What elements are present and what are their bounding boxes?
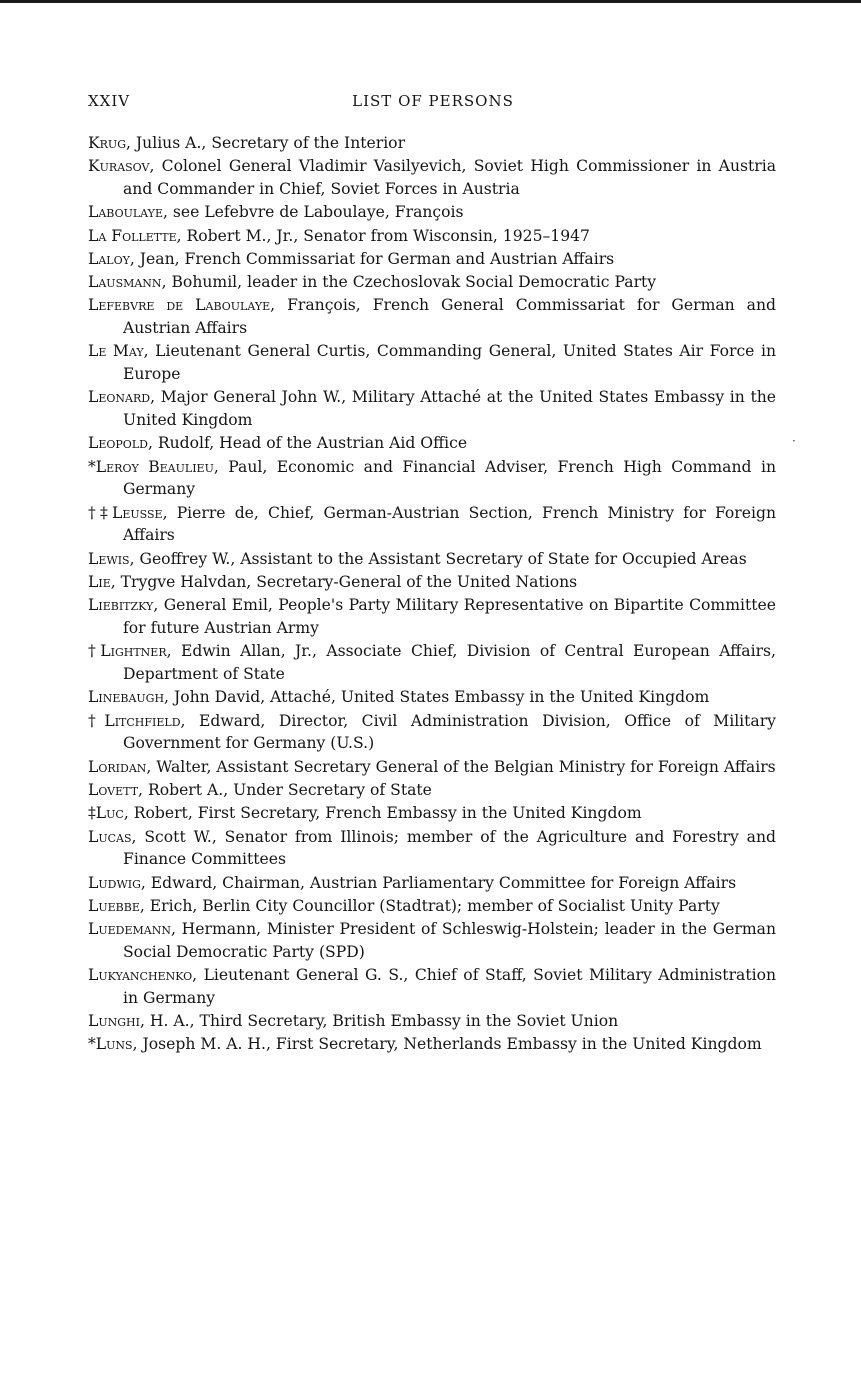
person-description: , Edwin Allan, Jr., Associate Chief, Division of Central European Affairs, Department of State xyxy=(123,642,776,684)
person-surname: Lucas xyxy=(88,827,132,846)
person-entry xyxy=(88,895,776,918)
person-entry xyxy=(88,686,776,709)
person-description: , Edward, Director, Civil Administration Division, Office of Military Government for Germany (U.S.) xyxy=(123,711,776,753)
person-entry xyxy=(88,225,776,248)
scan-speck-mark: · xyxy=(792,434,796,448)
person-entry xyxy=(88,964,776,1009)
person-description: , Lieutenant General G. S., Chief of Staff, Soviet Military Administration in Germany xyxy=(123,966,776,1007)
person-surname: Loridan xyxy=(88,757,147,776)
person-entry xyxy=(88,710,776,755)
person-description: , Erich, Berlin City Councillor (Stadtrat); member of Socialist Unity Party xyxy=(139,896,720,915)
person-entry xyxy=(88,132,776,155)
person-description: , Scott W., Senator from Illinois; member of the Agriculture and Forestry and Finance Committees xyxy=(123,827,776,869)
footnote-mark: * xyxy=(88,457,96,476)
person-description: , Hermann, Minister President of Schleswig-Holstein; leader in the German Social Democratic Party (SPD) xyxy=(123,920,776,961)
running-header xyxy=(88,92,778,112)
person-description: , Robert M., Jr., Senator from Wisconsin, 1925–1947 xyxy=(176,226,590,245)
person-description: , Geoffrey W., Assistant to the Assistant Secretary of State for Occupied Areas xyxy=(129,549,747,568)
person-entry xyxy=(88,456,776,501)
person-description: , Pierre de, Chief, German-Austrian Section, French Ministry for Foreign Affairs xyxy=(123,503,777,545)
person-description: , Julius A., Secretary of the Interior xyxy=(126,134,406,152)
person-surname: Leroy Beaulieu xyxy=(95,457,214,476)
person-surname: Lefebvre de Laboulaye xyxy=(88,296,271,315)
person-entry xyxy=(88,248,776,271)
footnote-mark: ‡ xyxy=(88,804,96,823)
person-surname: Leonard xyxy=(88,388,151,407)
person-description: , Bohumil, leader in the Czechoslovak Social Democratic Party xyxy=(161,273,657,292)
person-entry xyxy=(88,340,776,385)
person-description: , Trygve Halvdan, Secretary-General of the United Nations xyxy=(110,573,578,592)
person-description: , Edward, Chairman, Austrian Parliamentary Committee for Foreign Affairs xyxy=(140,873,737,892)
person-entry xyxy=(88,1033,776,1056)
person-surname: Liebitzky xyxy=(88,596,154,615)
person-surname: Kurasov xyxy=(88,157,150,176)
person-entry xyxy=(88,432,776,455)
person-description: , see Lefebvre de Laboulaye, François xyxy=(162,203,464,222)
person-surname: La Follette xyxy=(88,226,177,245)
person-surname: Litchfield xyxy=(104,711,181,730)
person-description: , François, French General Commissariat for German and Austrian Affairs xyxy=(123,296,776,338)
person-surname: Linebaugh xyxy=(88,688,165,707)
person-description: , Robert, First Secretary, French Embassy in the United Kingdom xyxy=(123,804,642,823)
person-surname: Lightner xyxy=(100,642,167,661)
person-description: , Joseph M. A. H., First Secretary, Netherlands Embassy in the United Kingdom xyxy=(132,1035,762,1054)
person-surname: Lewis xyxy=(88,549,130,568)
person-entry xyxy=(88,918,776,963)
footnote-mark: † xyxy=(88,711,105,730)
person-entry xyxy=(88,548,776,571)
person-surname: Leopold xyxy=(88,434,148,453)
footnote-mark: †‡ xyxy=(88,503,112,522)
person-surname: Ludwig xyxy=(88,873,141,892)
person-surname: Lie xyxy=(88,573,111,592)
person-entry xyxy=(88,594,776,639)
person-description: , Major General John W., Military Attaché at the United States Embassy in the United Kingdom xyxy=(123,388,776,430)
person-entry xyxy=(88,802,776,825)
footnote-mark: * xyxy=(88,1035,96,1054)
person-surname: Luns xyxy=(95,1035,133,1054)
person-entry xyxy=(88,756,776,779)
person-surname: Luebbe xyxy=(88,896,140,915)
person-description: , Robert A., Under Secretary of State xyxy=(138,780,432,799)
page-top-edge xyxy=(0,0,861,3)
person-entry xyxy=(88,386,776,431)
person-description: , Walter, Assistant Secretary General of the Belgian Ministry for Foreign Affairs xyxy=(146,757,776,776)
persons-list xyxy=(88,132,776,1057)
person-surname: Luedemann xyxy=(88,920,171,939)
person-surname: Lausmann xyxy=(88,273,162,292)
person-entry xyxy=(88,779,776,802)
person-entry xyxy=(88,571,776,594)
person-surname: Lunghi xyxy=(88,1012,140,1031)
person-entry xyxy=(88,502,776,547)
person-surname: Laloy xyxy=(88,249,130,268)
person-surname: Le May xyxy=(88,342,144,361)
person-entry xyxy=(88,271,776,294)
running-title: LIST OF PERSONS xyxy=(352,92,514,110)
footnote-mark: † xyxy=(88,642,101,661)
person-description: , Jean, French Commissariat for German and Austrian Affairs xyxy=(129,249,615,268)
person-description: , Lieutenant General Curtis, Commanding General, United States Air Force in Europe xyxy=(123,342,776,384)
person-description: , Rudolf, Head of the Austrian Aid Office xyxy=(147,434,468,453)
person-description: , H. A., Third Secretary, British Embassy in the Soviet Union xyxy=(139,1012,619,1031)
person-entry xyxy=(88,201,776,224)
person-surname: Krug xyxy=(88,134,126,152)
person-entry xyxy=(88,640,776,685)
person-entry xyxy=(88,294,776,339)
person-surname: Laboulaye xyxy=(88,203,163,222)
person-surname: Lukyanchenko xyxy=(88,966,193,985)
person-description: , John David, Attaché, United States Embassy in the United Kingdom xyxy=(164,688,710,707)
person-entry xyxy=(88,155,776,200)
person-surname: Leusse xyxy=(112,503,163,522)
page-number: XXIV xyxy=(88,92,131,110)
person-entry xyxy=(88,872,776,895)
person-entry xyxy=(88,826,776,871)
person-description: , Paul, Economic and Financial Adviser, French High Command in Germany xyxy=(123,457,776,499)
person-entry xyxy=(88,1010,776,1033)
person-surname: Luc xyxy=(95,804,124,823)
person-description: , General Emil, People's Party Military Representative on Bipartite Committee for future Austrian Army xyxy=(123,596,776,638)
person-surname: Lovett xyxy=(88,780,139,799)
person-description: , Colonel General Vladimir Vasilyevich, Soviet High Commissioner in Austria and Commander in Chief, Soviet Forces in Austria xyxy=(123,157,776,198)
